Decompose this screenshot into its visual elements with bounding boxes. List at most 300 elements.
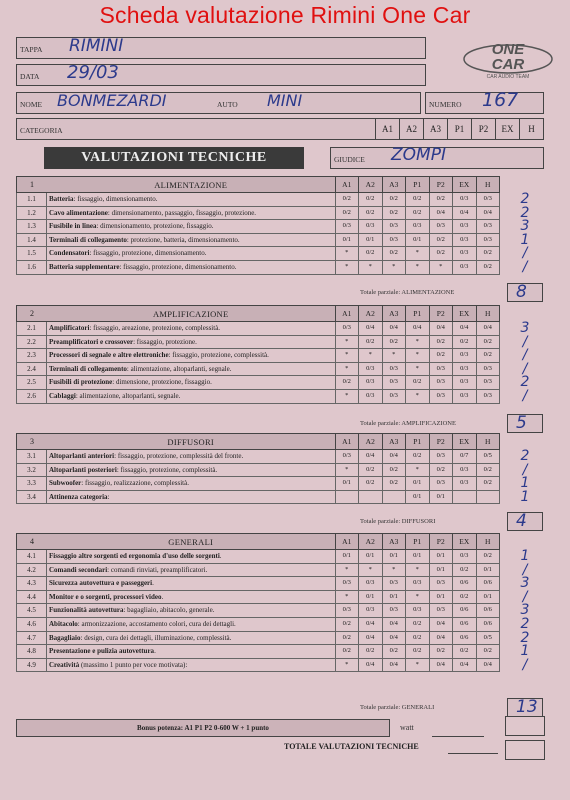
- row-number: 2.1: [17, 322, 47, 335]
- max-score-cell: 0/2: [429, 247, 453, 260]
- max-score-cell: 0/2: [358, 336, 382, 349]
- max-score-cell: 0/6: [452, 632, 476, 645]
- max-score-cell: 0/2: [382, 336, 406, 349]
- criteria-row: [16, 247, 500, 261]
- max-score-cell: 0/2: [429, 645, 453, 658]
- grand-total-line: [448, 740, 498, 754]
- max-score-cell: 0/4: [429, 322, 453, 335]
- partial-total-value: 8: [516, 282, 527, 302]
- column-header: P2: [429, 177, 453, 192]
- max-score-cell: 0/7: [452, 450, 476, 463]
- row-number: 1.5: [17, 247, 47, 260]
- row-number: 2.2: [17, 336, 47, 349]
- grand-total-label: TOTALE VALUTAZIONI TECNICHE: [284, 742, 419, 751]
- max-score-cell: *: [405, 464, 429, 477]
- svg-text:CAR: CAR: [491, 56, 525, 73]
- column-header: P1: [405, 534, 429, 549]
- max-score-cell: *: [429, 261, 453, 274]
- max-score-cell: *: [335, 564, 359, 577]
- row-detail: : armonizzazione, accostamento colori, cura dei dettagli.: [77, 619, 236, 628]
- criteria-row: [16, 591, 500, 605]
- max-score-cell: 0/4: [358, 632, 382, 645]
- criteria-row: [16, 604, 500, 618]
- max-score-cell: 0/1: [476, 564, 500, 577]
- row-title: Amplificatori: [49, 324, 90, 332]
- max-score-cell: 0/3: [452, 247, 476, 260]
- max-score-cell: 0/2: [476, 261, 500, 274]
- max-score-cell: 0/2: [382, 645, 406, 658]
- max-score-cell: 0/1: [429, 591, 453, 604]
- criteria-row: [16, 564, 500, 578]
- max-score-cell: *: [405, 349, 429, 362]
- row-number: 1.1: [17, 193, 47, 206]
- column-header: A2: [358, 306, 382, 321]
- awarded-score[interactable]: 1: [520, 488, 530, 505]
- awarded-score[interactable]: 2: [520, 374, 530, 391]
- max-score-cell: 0/3: [358, 577, 382, 590]
- criteria-row: [16, 477, 500, 491]
- category-option[interactable]: A2: [399, 119, 423, 139]
- max-score-cell: [382, 491, 406, 504]
- row-detail: : alimentazione, altoparlanti, segnale.: [126, 364, 232, 373]
- row-number: 2.4: [17, 363, 47, 376]
- max-score-cell: 0/2: [405, 645, 429, 658]
- max-score-cell: 0/2: [382, 477, 406, 490]
- max-score-cell: *: [405, 591, 429, 604]
- max-score-cell: *: [382, 349, 406, 362]
- awarded-score[interactable]: /: [522, 387, 528, 404]
- criteria-row: [16, 550, 500, 564]
- max-score-cell: 0/3: [429, 390, 453, 403]
- max-score-cell: *: [405, 247, 429, 260]
- awarded-score[interactable]: 2: [520, 191, 530, 207]
- max-score-cell: *: [335, 659, 359, 672]
- column-header: A2: [358, 177, 382, 192]
- max-score-cell: 0/1: [476, 591, 500, 604]
- max-score-cell: 0/4: [429, 618, 453, 631]
- max-score-cell: 0/2: [429, 234, 453, 247]
- max-score-cell: 0/4: [382, 632, 406, 645]
- awarded-score[interactable]: /: [522, 360, 528, 377]
- row-title: Cavo alimentazione: [49, 208, 108, 217]
- max-score-cell: 0/2: [358, 193, 382, 206]
- max-score-cell: 0/1: [405, 234, 429, 247]
- row-number: 3.3: [17, 477, 47, 490]
- max-score-cell: 0/3: [405, 220, 429, 233]
- row-detail: : fissaggio, protezione, complessità.: [116, 465, 218, 474]
- awarded-score[interactable]: 3: [520, 575, 530, 592]
- giudice-field[interactable]: [330, 147, 544, 169]
- row-number: 4.1: [17, 550, 47, 563]
- data-label: DATA: [20, 72, 40, 81]
- tappa-field[interactable]: [16, 37, 426, 59]
- column-header: A1: [335, 177, 359, 192]
- section-header: [16, 433, 500, 450]
- max-score-cell: 0/3: [476, 376, 500, 389]
- criteria-row: [16, 363, 500, 377]
- numero-field[interactable]: [425, 89, 544, 114]
- column-header: A2: [358, 434, 382, 449]
- max-score-cell: *: [335, 261, 359, 274]
- column-header: H: [476, 434, 500, 449]
- max-score-cell: 0/3: [429, 363, 453, 376]
- column-header: H: [476, 306, 500, 321]
- row-description: [47, 193, 335, 206]
- section-number: 2: [30, 309, 34, 318]
- max-score-cell: *: [358, 261, 382, 274]
- max-score-cell: 0/6: [476, 604, 500, 617]
- max-score-cell: 0/3: [476, 220, 500, 233]
- row-number: 3.4: [17, 491, 47, 504]
- partial-total-box[interactable]: [507, 698, 543, 717]
- awarded-score[interactable]: 3: [520, 602, 530, 619]
- svg-text:ONE: ONE: [491, 41, 525, 58]
- awarded-score[interactable]: 2: [520, 448, 530, 464]
- row-description: [47, 491, 335, 504]
- awarded-score[interactable]: 2: [520, 629, 530, 646]
- section-header: [16, 533, 500, 550]
- max-score-cell: 0/5: [476, 632, 500, 645]
- max-score-cell: 0/3: [405, 577, 429, 590]
- giudice-label: GIUDICE: [334, 155, 365, 164]
- row-number: 4.9: [17, 659, 47, 672]
- awarded-score[interactable]: /: [522, 245, 528, 262]
- column-header: A2: [358, 534, 382, 549]
- max-score-cell: 0/1: [382, 591, 406, 604]
- max-score-cell: 0/3: [429, 220, 453, 233]
- max-score-cell: 0/1: [405, 550, 429, 563]
- max-score-cell: 0/3: [429, 577, 453, 590]
- criteria-row: [16, 220, 500, 234]
- max-score-cell: 0/4: [476, 322, 500, 335]
- column-header: P2: [429, 534, 453, 549]
- max-score-cell: 0/4: [358, 450, 382, 463]
- row-description: [47, 564, 335, 577]
- max-score-cell: 0/4: [452, 659, 476, 672]
- awarded-score[interactable]: /: [522, 258, 528, 275]
- row-number: 4.2: [17, 564, 47, 577]
- criteria-row: [16, 193, 500, 207]
- row-detail: .: [219, 552, 222, 560]
- max-score-cell: 0/3: [452, 234, 476, 247]
- row-title: Comandi secondari: [49, 565, 108, 574]
- row-detail: : bagagliaio, abitacolo, generale.: [123, 606, 215, 615]
- max-score-cell: 0/3: [382, 234, 406, 247]
- max-score-cell: 0/2: [335, 632, 359, 645]
- awarded-score[interactable]: 3: [520, 320, 530, 336]
- awarded-score[interactable]: /: [522, 588, 528, 605]
- max-score-cell: 0/6: [476, 618, 500, 631]
- max-score-cell: 0/2: [476, 645, 500, 658]
- bonus-score-box[interactable]: [505, 716, 545, 736]
- partial-total-box[interactable]: [507, 512, 543, 531]
- section-2: [16, 305, 500, 404]
- category-option[interactable]: P1: [447, 119, 471, 139]
- row-title: Presentazione e pulizia autovettura: [49, 647, 155, 656]
- category-option[interactable]: EX: [495, 119, 519, 139]
- section-banner: VALUTAZIONI TECNICHE: [44, 147, 304, 169]
- row-detail: .: [161, 592, 164, 601]
- row-number: 1.2: [17, 207, 47, 220]
- category-option[interactable]: A1: [375, 119, 399, 139]
- awarded-score[interactable]: 2: [520, 615, 530, 632]
- awarded-score[interactable]: 1: [520, 231, 530, 248]
- row-description: [47, 220, 335, 233]
- column-header: H: [476, 177, 500, 192]
- row-description: [47, 632, 335, 645]
- row-detail: : fissaggio, areazione, protezione, complessità.: [89, 324, 221, 332]
- max-score-cell: 0/3: [335, 604, 359, 617]
- row-number: 4.5: [17, 604, 47, 617]
- max-score-cell: 0/4: [476, 207, 500, 220]
- category-options: [375, 119, 543, 139]
- awarded-score[interactable]: /: [522, 561, 528, 578]
- row-description: [47, 550, 335, 563]
- column-header: EX: [452, 534, 476, 549]
- row-number: 4.7: [17, 632, 47, 645]
- row-detail: : fissaggio, protezione, complessità.: [168, 351, 269, 360]
- row-description: [47, 604, 335, 617]
- row-detail: : dimensionamento, passaggio, fissaggio, protezione.: [107, 208, 257, 217]
- max-score-cell: 0/2: [358, 464, 382, 477]
- max-score-cell: *: [358, 349, 382, 362]
- section-number: 1: [30, 180, 34, 189]
- row-description: [47, 234, 335, 247]
- row-number: 2.6: [17, 390, 47, 403]
- row-detail: : fissaggio, protezione.: [133, 337, 197, 346]
- max-score-cell: 0/3: [476, 363, 500, 376]
- max-score-cell: *: [405, 261, 429, 274]
- max-score-cell: 0/3: [358, 363, 382, 376]
- row-title: Terminali di collegamento: [49, 364, 127, 373]
- row-description: [47, 450, 335, 463]
- score-column: [505, 193, 545, 275]
- giudice-value: ZOMPI: [391, 145, 446, 165]
- auto-label: AUTO: [217, 100, 238, 109]
- max-score-cell: 0/3: [452, 220, 476, 233]
- max-score-cell: 0/4: [382, 322, 406, 335]
- max-score-cell: 0/1: [405, 491, 429, 504]
- criteria-row: [16, 390, 500, 404]
- max-score-cell: 0/2: [405, 632, 429, 645]
- bonus-label: Bonus potenza: A1 P1 P2 0-600 W + 1 punto: [16, 719, 390, 737]
- max-score-cell: 0/3: [452, 193, 476, 206]
- max-score-cell: 0/4: [358, 322, 382, 335]
- row-description: [47, 322, 335, 335]
- row-description: [47, 577, 335, 590]
- max-score-cell: 0/3: [452, 261, 476, 274]
- category-option[interactable]: H: [519, 119, 543, 139]
- max-score-cell: 0/3: [382, 220, 406, 233]
- row-number: 2.3: [17, 349, 47, 362]
- row-number: 2.5: [17, 376, 47, 389]
- row-number: 1.4: [17, 234, 47, 247]
- max-score-cell: 0/3: [382, 363, 406, 376]
- criteria-row: [16, 261, 500, 275]
- nome-value: BONMEZARDI: [57, 91, 167, 110]
- max-score-cell: 0/4: [429, 632, 453, 645]
- max-score-cell: 0/2: [405, 376, 429, 389]
- max-score-cell: 0/3: [476, 193, 500, 206]
- row-title: Condensatori: [49, 249, 90, 258]
- awarded-score[interactable]: /: [522, 461, 528, 478]
- criteria-row: [16, 577, 500, 591]
- partial-total-label: Totale parziale: GENERALI: [360, 704, 435, 711]
- row-description: [47, 618, 335, 631]
- section-title: GENERALI: [168, 537, 214, 547]
- row-description: [47, 207, 335, 220]
- nome-label: NOME: [20, 100, 43, 109]
- row-detail: : dimensionamento, protezione, fissaggio.: [96, 222, 214, 231]
- max-score-cell: 0/4: [405, 322, 429, 335]
- max-score-cell: 0/2: [429, 349, 453, 362]
- row-detail: : dimensione, protezione, fissaggio.: [112, 378, 212, 387]
- svg-text:CAR AUDIO TEAM: CAR AUDIO TEAM: [486, 74, 530, 80]
- max-score-cell: 0/2: [405, 207, 429, 220]
- max-score-cell: 0/3: [358, 376, 382, 389]
- max-score-cell: 0/3: [429, 604, 453, 617]
- row-number: 4.4: [17, 591, 47, 604]
- row-number: 1.3: [17, 220, 47, 233]
- max-score-cell: *: [405, 363, 429, 376]
- max-score-cell: 0/4: [429, 207, 453, 220]
- partial-total-label: Totale parziale: ALIMENTAZIONE: [360, 289, 455, 296]
- row-number: 1.6: [17, 261, 47, 274]
- max-score-cell: 0/1: [429, 491, 453, 504]
- max-score-cell: *: [335, 591, 359, 604]
- column-header: EX: [452, 177, 476, 192]
- criteria-row: [16, 632, 500, 646]
- max-score-cell: 0/2: [476, 336, 500, 349]
- max-score-cell: 0/3: [335, 220, 359, 233]
- row-description: [47, 376, 335, 389]
- column-header: A1: [335, 306, 359, 321]
- category-option[interactable]: A3: [423, 119, 447, 139]
- max-score-cell: 0/1: [335, 477, 359, 490]
- awarded-score[interactable]: 3: [520, 218, 530, 235]
- score-column: [505, 450, 545, 504]
- row-detail: : fissaggio, dimensionamento.: [73, 195, 158, 203]
- max-score-cell: 0/3: [358, 220, 382, 233]
- max-score-cell: 0/6: [452, 618, 476, 631]
- row-title: Preamplificatori e crossover: [49, 337, 134, 346]
- max-score-cell: 0/3: [476, 390, 500, 403]
- one-car-logo: [462, 37, 554, 81]
- nome-field[interactable]: [16, 92, 421, 114]
- score-column: [505, 322, 545, 404]
- partial-total-box[interactable]: [507, 283, 543, 302]
- awarded-score[interactable]: 2: [520, 204, 530, 221]
- max-score-cell: 0/4: [452, 322, 476, 335]
- max-score-cell: 0/4: [382, 450, 406, 463]
- max-score-cell: *: [335, 247, 359, 260]
- column-header: EX: [452, 434, 476, 449]
- max-score-cell: 0/2: [476, 464, 500, 477]
- max-score-cell: 0/2: [382, 193, 406, 206]
- max-score-cell: 0/2: [335, 376, 359, 389]
- category-option[interactable]: P2: [471, 119, 495, 139]
- criteria-row: [16, 336, 500, 350]
- criteria-row: [16, 618, 500, 632]
- row-detail: : protezione, batteria, dimensionamento.: [126, 235, 240, 244]
- max-score-cell: 0/3: [476, 234, 500, 247]
- max-score-cell: 0/1: [382, 550, 406, 563]
- row-number: 3.2: [17, 464, 47, 477]
- section-title: DIFFUSORI: [167, 437, 215, 447]
- numero-label: NUMERO: [429, 100, 462, 109]
- max-score-cell: 0/3: [382, 604, 406, 617]
- max-score-cell: [358, 491, 382, 504]
- max-score-cell: *: [405, 336, 429, 349]
- max-score-cell: 0/2: [382, 247, 406, 260]
- max-score-cell: 0/1: [429, 564, 453, 577]
- max-score-cell: 0/3: [382, 376, 406, 389]
- criteria-row: [16, 491, 500, 505]
- awarded-score[interactable]: /: [522, 347, 528, 364]
- max-score-cell: *: [335, 349, 359, 362]
- awarded-score[interactable]: 1: [520, 548, 530, 564]
- awarded-score[interactable]: 1: [520, 475, 530, 492]
- row-detail: : fissaggio, protezione, complessità del fronte.: [114, 452, 244, 460]
- max-score-cell: 0/4: [429, 659, 453, 672]
- max-score-cell: *: [405, 564, 429, 577]
- section-4: [16, 533, 500, 672]
- watt-input[interactable]: [432, 719, 484, 737]
- max-score-cell: 0/1: [335, 234, 359, 247]
- column-header: A3: [382, 434, 406, 449]
- max-score-cell: 0/2: [405, 450, 429, 463]
- auto-value: MINI: [267, 91, 303, 110]
- max-score-cell: 0/2: [382, 207, 406, 220]
- watt-label: watt: [400, 723, 414, 732]
- criteria-row: [16, 659, 500, 673]
- page-title: Scheda valutazione Rimini One Car: [99, 2, 471, 28]
- section-3: [16, 433, 500, 504]
- max-score-cell: *: [358, 564, 382, 577]
- grand-total-box[interactable]: [505, 740, 545, 760]
- tappa-label: TAPPA: [20, 45, 43, 54]
- row-detail: .: [152, 579, 154, 588]
- row-title: Cablaggi: [49, 391, 76, 400]
- awarded-score[interactable]: 1: [520, 643, 530, 660]
- section-number: 4: [30, 537, 34, 546]
- max-score-cell: 0/2: [476, 247, 500, 260]
- max-score-cell: 0/4: [358, 659, 382, 672]
- section-title: AMPLIFICAZIONE: [152, 309, 229, 319]
- max-score-cell: 0/2: [405, 618, 429, 631]
- section-header: [16, 176, 500, 193]
- column-header: A1: [335, 534, 359, 549]
- max-score-cell: 0/2: [335, 645, 359, 658]
- max-score-cell: 0/2: [335, 618, 359, 631]
- max-score-cell: 0/2: [358, 645, 382, 658]
- awarded-score[interactable]: /: [522, 333, 528, 350]
- row-description: [47, 363, 335, 376]
- partial-total-box[interactable]: [507, 414, 543, 433]
- max-score-cell: 0/2: [358, 477, 382, 490]
- max-score-cell: *: [382, 564, 406, 577]
- column-header: A3: [382, 306, 406, 321]
- max-score-cell: 0/2: [335, 193, 359, 206]
- score-column: [505, 550, 545, 672]
- criteria-row: [16, 234, 500, 248]
- data-field[interactable]: [16, 64, 426, 86]
- criteria-row: [16, 349, 500, 363]
- column-header: H: [476, 534, 500, 549]
- max-score-cell: *: [405, 659, 429, 672]
- awarded-score[interactable]: /: [522, 656, 528, 673]
- row-detail: : fissaggio, realizzazione, complessità.: [81, 479, 189, 488]
